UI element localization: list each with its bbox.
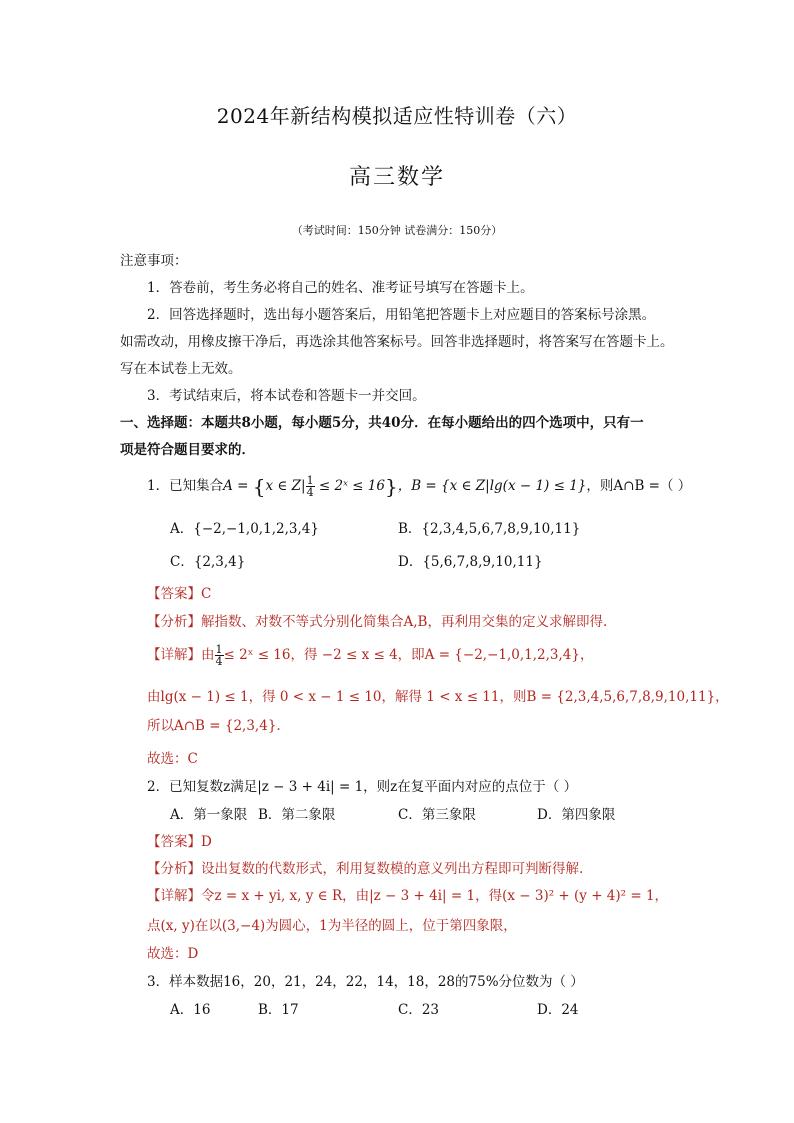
question-2-detail-line-2: 点(x, y)在以(3,−4)为圆心，1为半径的圆上，位于第四象限， <box>147 918 517 934</box>
fraction-one-quarter: $\frac{1}{4}$ <box>306 474 314 499</box>
question-1-set-a-var: x ∈ Z| <box>265 478 306 494</box>
question-1-analysis <box>147 610 607 630</box>
notice-heading: 注意事项： <box>120 253 188 269</box>
question-1-detail-line-2: 由lg(x − 1) ≤ 1，得 0 < x − 1 ≤ 10，解得 1 < x ≤ 11，则B = {2,3,4,5,6,7,8,9,10,11}， <box>147 689 729 705</box>
question-1-option-c: C．{2,3,4} <box>170 554 246 570</box>
question-1-set-b: ，B = {x ∈ Z|lg(x − 1) ≤ 1} <box>397 478 587 494</box>
fraction-one-quarter-detail: $\frac{1}{4}$ <box>215 643 223 668</box>
answer-value: D <box>201 834 212 850</box>
question-2-option-d: D．第四象限 <box>537 807 616 823</box>
detail-tag: 【详解】 <box>147 647 201 663</box>
detail-text: 令z = x + yi, x, y ∈ R，由|z − 3 + 4i| = 1，得(x − 3)² + (y + 4)² = 1， <box>201 888 669 904</box>
answer-tag: 【答案】 <box>147 834 201 850</box>
question-1-detail-line-3: 所以A∩B = {2,3,4}. <box>147 718 281 734</box>
detail-pre: 由 <box>201 647 215 663</box>
question-2-answer <box>147 830 212 850</box>
analysis-tag: 【分析】 <box>147 861 201 877</box>
question-3-option-a: A．16 <box>170 1002 211 1018</box>
exam-title: 2024年新结构模拟适应性特训卷（六） <box>216 104 578 128</box>
notice-item-1: 1．答卷前，考生务必将自己的姓名、准考证号填写在答题卡上。 <box>147 280 534 296</box>
question-1-option-b: B．{2,3,4,5,6,7,8,9,10,11} <box>398 521 581 537</box>
question-3-option-c: C．23 <box>398 1002 440 1018</box>
analysis-tag: 【分析】 <box>147 614 201 630</box>
brace-close: } <box>384 474 398 499</box>
analysis-text: 解指数、对数不等式分别化简集合A,B，再利用交集的定义求解即得. <box>201 614 608 630</box>
question-2-detail-line-1 <box>147 884 668 904</box>
section-heading-line-1: 一、选择题：本题共8小题，每小题5分，共40分．在每小题给出的四个选项中，只有一 <box>120 415 644 431</box>
question-1-answer <box>147 582 211 602</box>
analysis-text: 设出复数的代数形式，利用复数模的意义列出方程即可判断得解. <box>201 861 584 877</box>
question-2-analysis <box>147 857 583 877</box>
brace-open: { <box>252 474 266 499</box>
question-2-stem: 2．已知复数z满足|z − 3 + 4i| = 1，则z在复平面内对应的点位于（ ） <box>147 779 578 795</box>
detail-tag: 【详解】 <box>147 888 201 904</box>
notice-item-2-line-2: 如需改动，用橡皮擦干净后，再选涂其他答案标号。回答非选择题时，将答案写在答题卡上。 <box>120 334 674 350</box>
exam-subject: 高三数学 <box>348 165 445 190</box>
detail-text: ≤ 2ˣ ≤ 16，得 −2 ≤ x ≤ 4，即A = {−2,−1,0,1,2,3,4}， <box>223 647 594 663</box>
answer-tag: 【答案】 <box>147 586 201 602</box>
question-3-option-d: D．24 <box>537 1002 579 1018</box>
question-1-option-d: D．{5,6,7,8,9,10,11} <box>398 554 543 570</box>
notice-item-2-line-1: 2．回答选择题时，选出每小题答案后，用铅笔把答题卡上对应题目的答案标号涂黑。 <box>147 307 656 323</box>
question-1-option-a: A．{−2,−1,0,1,2,3,4} <box>170 521 319 537</box>
question-1-set-a-lhs: A = <box>223 478 253 494</box>
question-1-prefix: 1．已知集合 <box>147 478 224 494</box>
section-heading-line-2: 项是符合题目要求的． <box>120 442 255 458</box>
question-1-question: ，则A∩B =（ ） <box>586 478 692 494</box>
answer-value: C <box>201 586 212 602</box>
question-2-choice: 故选：D <box>147 946 199 962</box>
question-1-stem <box>147 474 691 499</box>
question-3-option-b: B．17 <box>258 1002 299 1018</box>
question-1-set-a-cond: ≤ 2ˣ ≤ 16 <box>314 478 385 494</box>
question-1-detail-line-1 <box>147 643 593 667</box>
question-2-option-b: B．第二象限 <box>258 807 336 823</box>
notice-item-2-line-3: 写在本试卷上无效。 <box>120 361 242 377</box>
exam-meta: （考试时间：150分钟 试卷满分：150分） <box>291 224 503 237</box>
question-2-option-a: A．第一象限 <box>170 807 248 823</box>
question-3-stem: 3．样本数据16，20，21，24，22，14，18，28的75%分位数为（ ） <box>147 974 584 990</box>
notice-item-3: 3．考试结束后，将本试卷和答题卡一并交回。 <box>147 388 426 404</box>
question-2-option-c: C．第三象限 <box>398 807 476 823</box>
question-1-choice: 故选：C <box>147 751 198 767</box>
